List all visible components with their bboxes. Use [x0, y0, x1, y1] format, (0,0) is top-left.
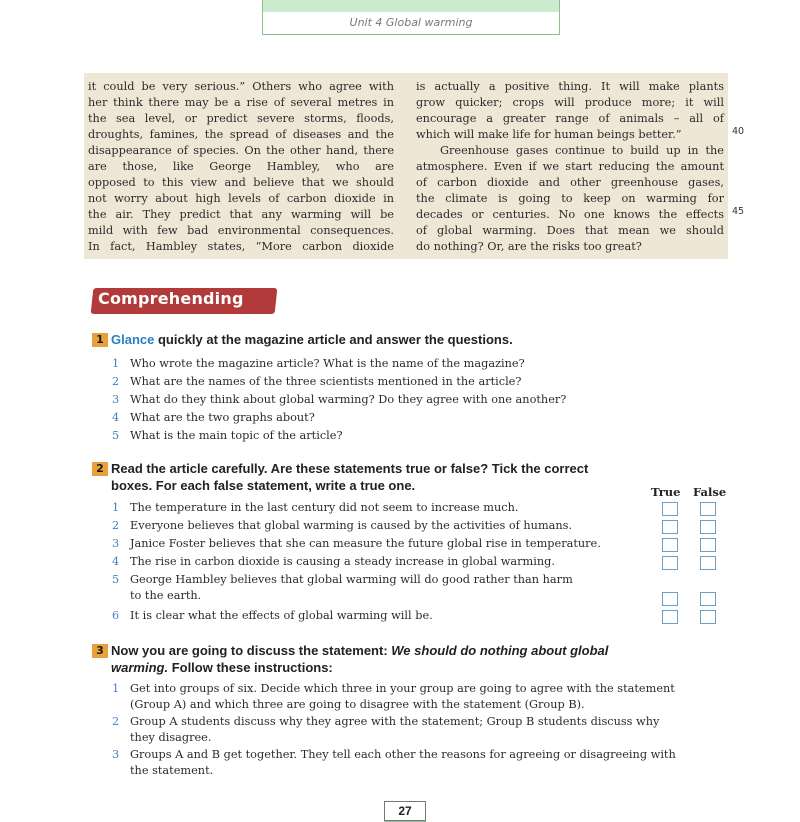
task-number-badge: 3: [92, 644, 108, 658]
table-row: [112, 554, 555, 570]
item-number: 3: [112, 748, 120, 761]
item-text: The rise in carbon dioxide is causing a steady increase in global warming.: [130, 555, 555, 568]
item-text: What are the two graphs about?: [130, 411, 315, 424]
task3-instruction: [111, 642, 608, 676]
article-line: not worry about high levels of carbon dioxide in: [88, 192, 394, 205]
true-checkbox[interactable]: [662, 520, 678, 534]
item-number: 1: [112, 501, 120, 514]
article-excerpt: [84, 73, 728, 259]
list-item: [112, 681, 675, 713]
task2-instruction: [111, 460, 588, 494]
task-number-badge: 1: [92, 333, 108, 347]
article-line: it could be very serious.” Others who agree with: [88, 80, 394, 93]
false-checkbox[interactable]: [700, 538, 716, 552]
article-line: the air. They predict that any warming will be: [88, 208, 394, 221]
item-number: 5: [112, 573, 120, 586]
article-line: atmosphere. Even if we start reducing the amount: [416, 160, 724, 173]
task3-instruction-text: Follow these instructions:: [168, 660, 333, 675]
article-line: opposed to this view and believe that we should: [88, 176, 394, 189]
article-line: decades or centuries. No one knows the effects: [416, 208, 724, 221]
list-item: [112, 374, 521, 390]
item-text: Everyone believes that global warming is caused by the activities of humans.: [130, 519, 573, 532]
false-checkbox[interactable]: [700, 502, 716, 516]
item-text: The temperature in the last century did not seem to increase much.: [130, 501, 519, 514]
item-text: Group A students discuss why they agree with the statement; Group B students discuss why: [130, 715, 660, 728]
false-checkbox[interactable]: [700, 520, 716, 534]
article-line: mild with few bad environmental consequences.: [88, 224, 394, 237]
article-line: of carbon dioxide and other greenhouse gases,: [416, 176, 724, 189]
article-line: In fact, Hambley states, “More carbon dioxide: [88, 240, 394, 253]
item-number: 4: [112, 411, 120, 424]
item-number: 4: [112, 555, 120, 568]
item-number: 5: [112, 429, 120, 442]
article-left-column: [88, 79, 394, 255]
true-checkbox[interactable]: [662, 592, 678, 606]
line-number: 40: [732, 126, 745, 137]
list-item: [112, 714, 659, 746]
task1-highlight: Glance: [111, 332, 155, 347]
article-line: of global warming. Does that mean we should: [416, 224, 724, 237]
article-line: droughts, famines, the spread of diseases and the: [88, 128, 394, 141]
line-number: 45: [732, 206, 745, 217]
item-text-continued: to the earth.: [130, 589, 202, 602]
task1-instruction: [111, 331, 513, 348]
item-text: What do they think about global warming? Do they agree with one another?: [130, 393, 567, 406]
item-text: It is clear what the effects of global warming will be.: [130, 609, 433, 622]
item-text: Janice Foster believes that she can measure the future global rise in temperature.: [130, 537, 601, 550]
table-row: [112, 500, 518, 516]
item-text: George Hambley believes that global warming will do good rather than harm: [130, 573, 573, 586]
article-line: grow quicker; crops will produce more; it will: [416, 96, 724, 109]
item-text-continued: the statement.: [130, 764, 214, 777]
list-item: [112, 410, 315, 426]
article-line: which will make life for human beings better.”: [416, 128, 682, 141]
article-line: is actually a positive thing. It will make plants: [416, 80, 724, 93]
article-line: Greenhouse gases continue to build up in the: [440, 144, 724, 157]
item-text-continued: (Group A) and which three are going to disagree with the statement (Group B).: [130, 698, 585, 711]
item-number: 6: [112, 609, 120, 622]
task1-instruction-text: quickly at the magazine article and answer the questions.: [154, 332, 513, 347]
task2-instruction-line: Read the article carefully. Are these statements true or false? Tick the correct: [111, 461, 589, 476]
list-item: [112, 392, 566, 408]
list-item: [112, 356, 525, 372]
task3-statement: warming.: [111, 660, 169, 675]
false-checkbox[interactable]: [700, 556, 716, 570]
unit-title: Unit 4 Global warming: [349, 16, 473, 29]
true-checkbox[interactable]: [662, 556, 678, 570]
item-number: 2: [112, 519, 120, 532]
article-line: are those, like George Hambley, who are: [88, 160, 394, 173]
item-text: Groups A and B get together. They tell each other the reasons for agreeing or disagreeing with: [130, 748, 676, 761]
task3-instruction-text: Now you are going to discuss the statement:: [111, 643, 392, 658]
item-number: 1: [112, 357, 120, 370]
table-row: [112, 608, 433, 624]
article-line: encourage a greater range of animals – all of: [416, 112, 724, 125]
false-checkbox[interactable]: [700, 610, 716, 624]
task-number-badge: 2: [92, 462, 108, 476]
false-column-header: False: [693, 485, 727, 499]
item-text-continued: they disagree.: [130, 731, 212, 744]
table-row: [112, 536, 601, 552]
true-checkbox[interactable]: [662, 502, 678, 516]
item-text: Who wrote the magazine article? What is the name of the magazine?: [130, 357, 525, 370]
task2-instruction-line: boxes. For each false statement, write a true one.: [111, 478, 416, 493]
article-line: the climate is going to keep on warming for: [416, 192, 724, 205]
true-checkbox[interactable]: [662, 610, 678, 624]
item-number: 2: [112, 375, 120, 388]
unit-header-box: [262, 0, 560, 35]
table-row: [112, 572, 573, 604]
list-item: [112, 428, 343, 444]
item-number: 3: [112, 537, 120, 550]
item-number: 1: [112, 682, 120, 695]
article-line: her think there may be a rise of several metres in: [88, 96, 394, 109]
article-line: do nothing? Or, are the risks too great?: [416, 240, 642, 253]
true-column-header: True: [651, 485, 681, 499]
false-checkbox[interactable]: [700, 592, 716, 606]
item-number: 2: [112, 715, 120, 728]
article-line: the sea level, or predict severe storms, floods,: [88, 112, 394, 125]
article-line: disappearance of species. On the other hand, there: [88, 144, 394, 157]
section-title: Comprehending: [98, 289, 244, 308]
item-text: Get into groups of six. Decide which three in your group are going to agree with the statement: [130, 682, 675, 695]
task3-statement: We should do nothing about global: [391, 643, 609, 658]
table-row: [112, 518, 572, 534]
article-right-column: [416, 79, 724, 255]
list-item: [112, 747, 676, 779]
item-number: 3: [112, 393, 120, 406]
page-number: 27: [384, 801, 426, 821]
true-checkbox[interactable]: [662, 538, 678, 552]
item-text: What is the main topic of the article?: [130, 429, 343, 442]
item-text: What are the names of the three scientists mentioned in the article?: [130, 375, 522, 388]
